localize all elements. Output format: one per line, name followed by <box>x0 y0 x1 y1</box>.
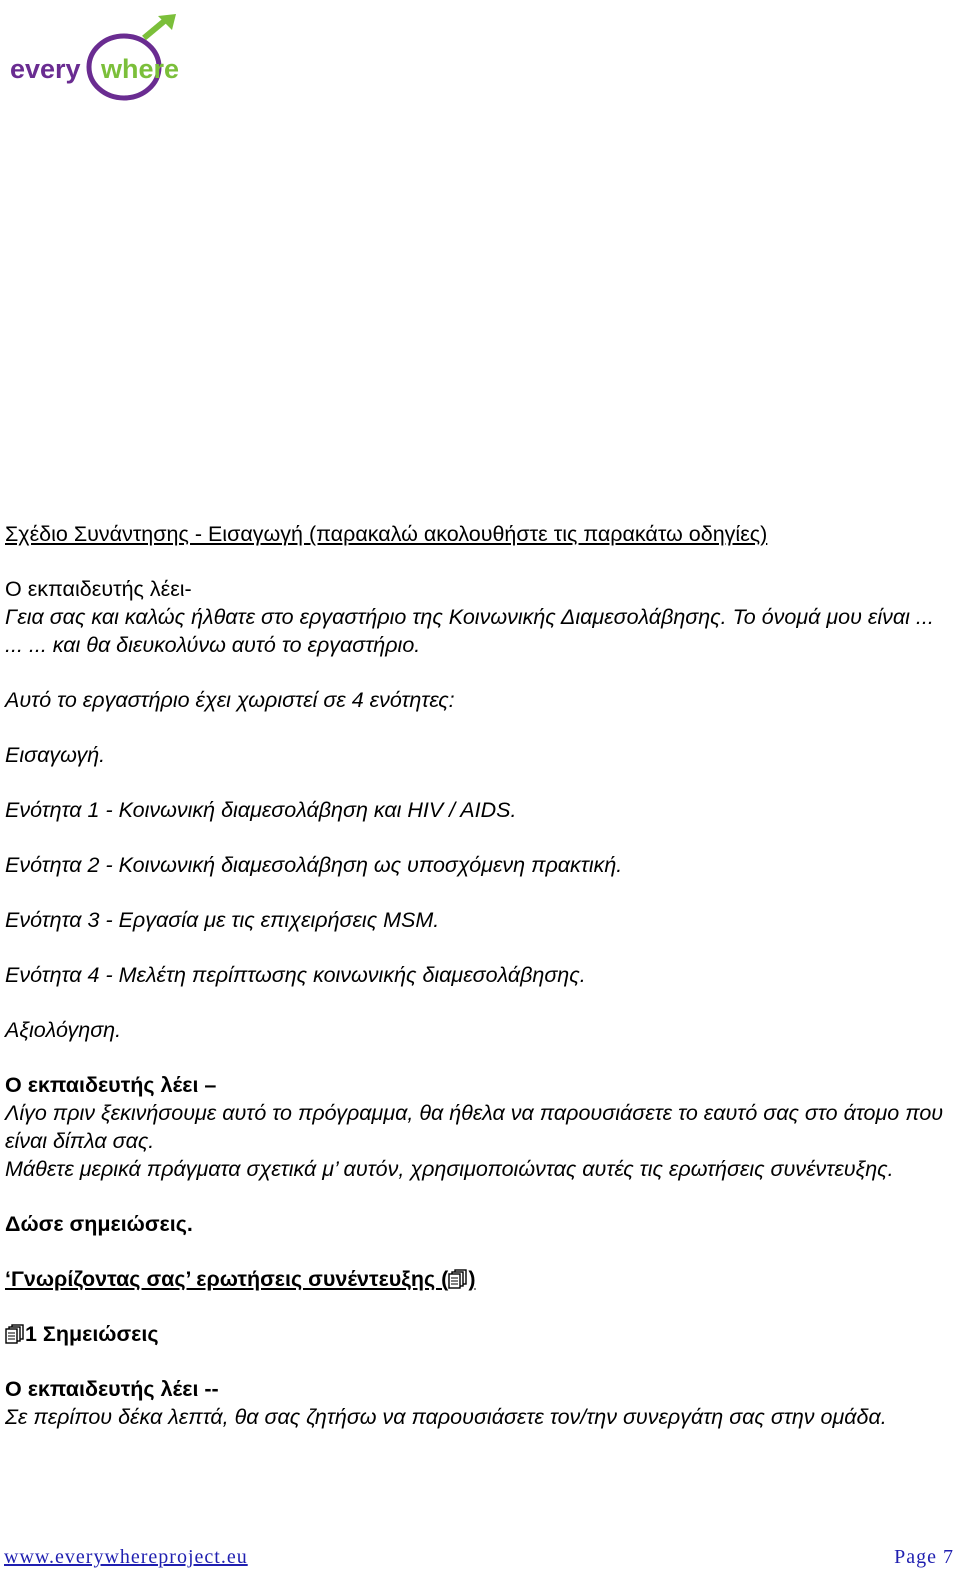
plan-heading: Σχέδιο Συνάντησης - Εισαγωγή (παρακαλώ ακολουθήστε τις παρακάτω οδηγίες) <box>5 522 768 546</box>
notes-instruction: Δώσε σημειώσεις. <box>5 1212 193 1236</box>
present-partner-paragraph: Σε περίπου δέκα λεπτά, θα σας ζητήσω να παρουσιάσετε τον/την συνεργάτη σας στην ομάδα. <box>5 1405 887 1429</box>
section-item: Αξιολόγηση. <box>5 1018 122 1042</box>
page-footer <box>4 1545 954 1569</box>
introduce-paragraph: Λίγο πριν ξεκινήσουμε αυτό το πρόγραμμα, θα ήθελα να παρουσιάσετε το εαυτό σας στο άτομο που είναι δίπλα σας. <box>5 1101 944 1153</box>
questions-heading <box>5 1265 945 1293</box>
section-item: Εισαγωγή. <box>5 743 106 767</box>
notes-label: 1 Σημειώσεις <box>25 1322 159 1346</box>
document-body <box>5 520 945 1431</box>
section-item: Ενότητα 4 - Μελέτη περίπτωσης κοινωνικής διαμεσολάβησης. <box>5 963 586 987</box>
section-item: Ενότητα 3 - Εργασία με τις επιχειρήσεις MSM. <box>5 908 440 932</box>
logo-graphic <box>8 10 183 105</box>
svg-text:where: where <box>101 54 180 84</box>
trainer-says-label: Ο εκπαιδευτής λέει- <box>5 577 192 601</box>
trainer-says-label: Ο εκπαιδευτής λέει -- <box>5 1377 219 1401</box>
questions-heading-text: ‘Γνωρίζοντας σας’ ερωτήσεις συνέντευξης ( <box>5 1267 449 1291</box>
notes-reference <box>5 1320 945 1348</box>
questions-heading-close: ) <box>468 1267 476 1291</box>
documents-icon <box>448 1269 468 1289</box>
section-item: Ενότητα 2 - Κοινωνική διαμεσολάβηση ως υποσχόμενη πρακτική. <box>5 853 623 877</box>
everywhere-logo <box>8 10 183 105</box>
page-number: Page 7 <box>894 1546 954 1568</box>
section-item: Ενότητα 1 - Κοινωνική διαμεσολάβηση και HIV / AIDS. <box>5 798 517 822</box>
interview-paragraph: Μάθετε μερικά πράγματα σχετικά μ’ αυτόν, χρησιμοποιώντας αυτές τις ερωτήσεις συνέντευξης. <box>5 1157 894 1181</box>
documents-icon <box>5 1324 25 1344</box>
trainer-says-label: Ο εκπαιδευτής λέει – <box>5 1073 217 1097</box>
svg-text:every: every <box>10 54 81 84</box>
sections-intro: Αυτό το εργαστήριο έχει χωριστεί σε 4 ενότητες: <box>5 688 455 712</box>
intro-paragraph: Γεια σας και καλώς ήλθατε στο εργαστήριο της Κοινωνικής Διαμεσολάβησης. Το όνομά μου είναι ... ... ... και θα διευκολύνω αυτό το εργαστήριο. <box>5 605 934 657</box>
website-link[interactable]: www.everywhereproject.eu <box>4 1546 248 1568</box>
